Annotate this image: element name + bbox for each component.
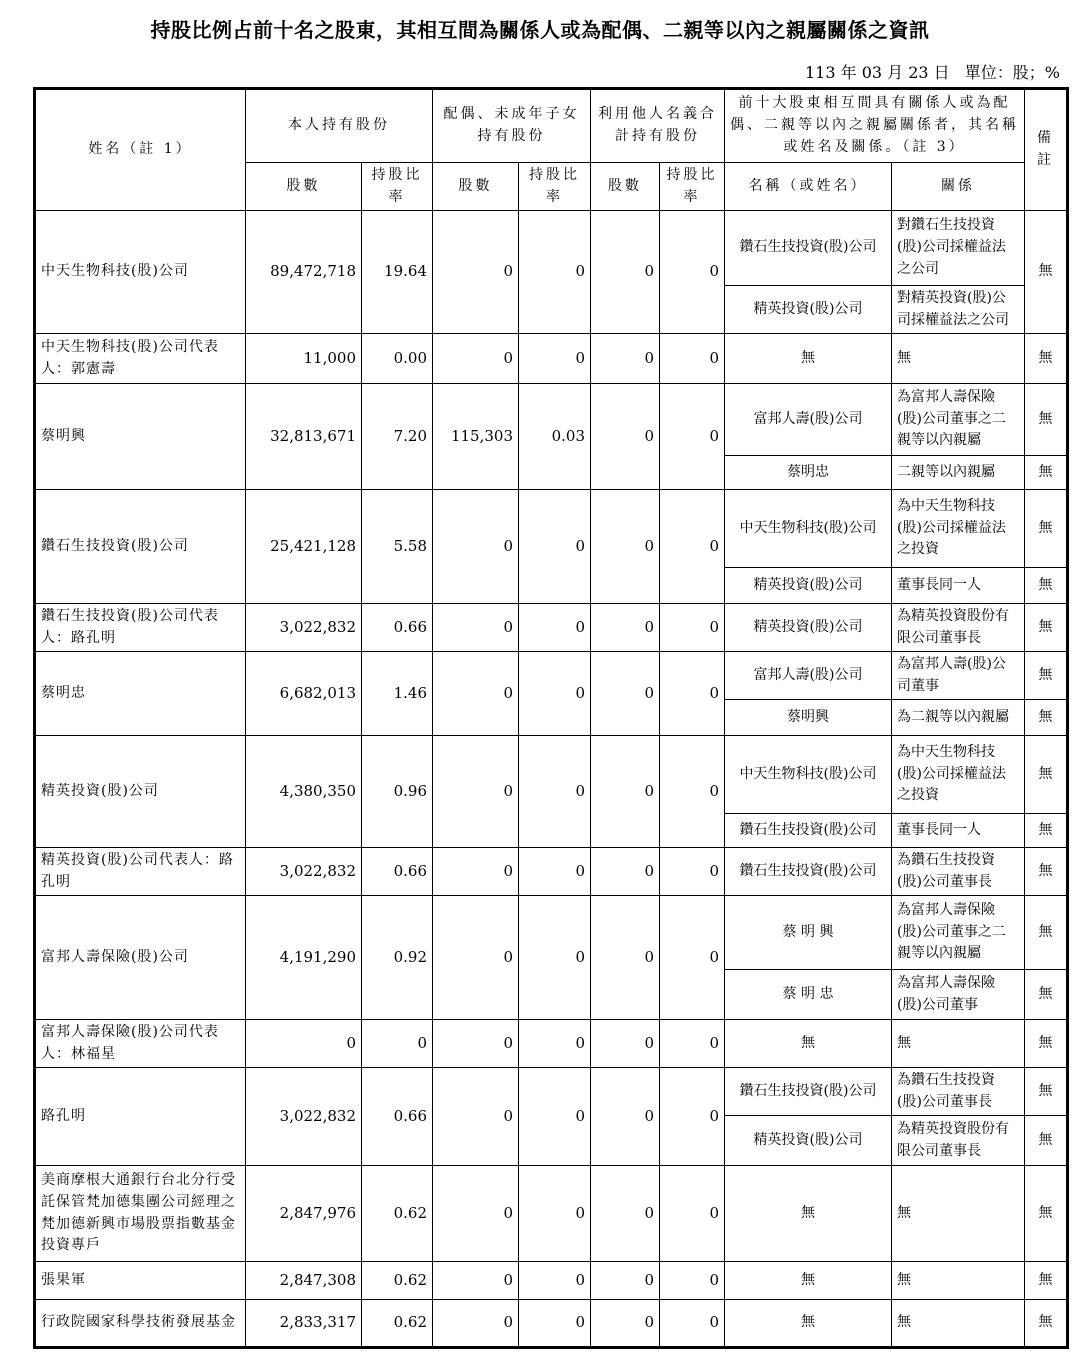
nominee-shares: 0 [591,1068,660,1166]
remark-cell: 無 [1025,1166,1068,1262]
own-shares: 0 [246,1020,362,1068]
related-party-name: 精英投資(股)公司 [725,568,892,604]
page-title: 持股比例占前十名之股東，其相互間為關係人或為配偶、二親等以內之親屬關係之資訊 [150,18,930,42]
related-party-name: 蔡明興 [725,700,892,736]
related-party-name: 無 [725,1300,892,1348]
unit-label: 單位：股；% [964,63,1060,82]
nominee-shares: 0 [591,652,660,736]
spouse-shares: 0 [433,1068,519,1166]
subheader-spouse-shares: 股數 [433,163,519,211]
nominee-shares: 0 [591,1020,660,1068]
remark-cell: 無 [1025,456,1068,490]
table-row [35,1020,1068,1068]
remark-cell: 無 [1025,736,1068,814]
nominee-ratio: 0 [660,1262,725,1300]
relationship: 對鑽石生技投資(股)公司採權益法之公司 [892,211,1025,286]
relationship: 無 [892,334,1025,384]
nominee-ratio: 0 [660,1300,725,1348]
own-shares: 3,022,832 [246,604,362,652]
own-ratio: 7.20 [362,384,433,490]
relationship: 董事長同一人 [892,814,1025,848]
spouse-shares: 0 [433,334,519,384]
relationship: 為富邦人壽(股)公司董事 [892,652,1025,700]
spouse-ratio: 0 [519,211,591,334]
related-party-name: 精英投資(股)公司 [725,604,892,652]
shareholder-name: 精英投資(股)公司 [35,736,246,848]
nominee-ratio: 0 [660,384,725,490]
nominee-shares: 0 [591,1300,660,1348]
own-shares: 32,813,671 [246,384,362,490]
shareholder-table [33,87,1069,1349]
spouse-ratio: 0 [519,1020,591,1068]
remark-cell: 無 [1025,652,1068,700]
remark-cell: 無 [1025,384,1068,456]
related-party-name: 鑽石生技投資(股)公司 [725,848,892,896]
spouse-ratio: 0 [519,604,591,652]
spouse-shares: 0 [433,652,519,736]
table-row [35,1068,1068,1116]
spouse-shares: 0 [433,1166,519,1262]
header-remark: 備註 [1025,89,1068,211]
nominee-ratio: 0 [660,652,725,736]
spouse-shares: 0 [433,211,519,334]
spouse-ratio: 0 [519,1300,591,1348]
related-party-name: 蔡明忠 [725,456,892,490]
report-date: 113 年 03 月 23 日 [804,63,950,82]
table-row [35,736,1068,814]
shareholder-name: 富邦人壽保險(股)公司 [35,896,246,1020]
own-shares: 25,421,128 [246,490,362,604]
subheader-nominee-shares: 股數 [591,163,660,211]
nominee-shares: 0 [591,211,660,334]
nominee-ratio: 0 [660,848,725,896]
subheader-relation: 關係 [892,163,1025,211]
shareholder-name: 蔡明興 [35,384,246,490]
subheader-nominee-ratio: 持股比率 [660,163,725,211]
relationship: 為精英投資股份有限公司董事長 [892,604,1025,652]
table-row [35,1262,1068,1300]
own-ratio: 19.64 [362,211,433,334]
nominee-ratio: 0 [660,1020,725,1068]
own-ratio: 0.62 [362,1262,433,1300]
spouse-shares: 0 [433,1300,519,1348]
own-shares: 4,191,290 [246,896,362,1020]
shareholder-name: 蔡明忠 [35,652,246,736]
relationship: 為鑽石生技投資(股)公司董事長 [892,848,1025,896]
nominee-ratio: 0 [660,1068,725,1166]
related-party-name: 無 [725,1020,892,1068]
relationship: 為富邦人壽保險(股)公司董事 [892,970,1025,1020]
subheader-own-ratio: 持股比率 [362,163,433,211]
own-ratio: 0.92 [362,896,433,1020]
remark-cell: 無 [1025,490,1068,568]
subheader-related-name: 名稱（或姓名） [725,163,892,211]
spouse-ratio: 0 [519,896,591,1020]
own-ratio: 0.62 [362,1300,433,1348]
header-spouse-shares: 配偶、未成年子女持有股份 [433,89,591,163]
nominee-shares: 0 [591,1166,660,1262]
relationship: 為鑽石生技投資(股)公司董事長 [892,1068,1025,1116]
nominee-ratio: 0 [660,896,725,1020]
header-own-shares: 本人持有股份 [246,89,433,163]
related-party-name: 鑽石生技投資(股)公司 [725,814,892,848]
own-ratio: 5.58 [362,490,433,604]
spouse-shares: 0 [433,490,519,604]
relationship: 無 [892,1300,1025,1348]
table-row [35,1300,1068,1348]
remark-cell: 無 [1025,211,1068,334]
related-party-name: 中天生物科技(股)公司 [725,490,892,568]
table-row [35,896,1068,970]
shareholder-name: 鑽石生技投資(股)公司代表人：路孔明 [35,604,246,652]
own-ratio: 1.46 [362,652,433,736]
spouse-shares: 0 [433,896,519,1020]
relationship: 無 [892,1262,1025,1300]
spouse-ratio: 0 [519,848,591,896]
nominee-shares: 0 [591,604,660,652]
table-row [35,334,1068,384]
own-ratio: 0.66 [362,1068,433,1166]
shareholder-name: 美商摩根大通銀行台北分行受託保管梵加德集團公司經理之梵加德新興市場股票指數基金投資專戶 [35,1166,246,1262]
nominee-shares: 0 [591,736,660,848]
nominee-ratio: 0 [660,334,725,384]
nominee-ratio: 0 [660,604,725,652]
subheader-own-shares: 股數 [246,163,362,211]
relationship: 董事長同一人 [892,568,1025,604]
relationship: 為精英投資股份有限公司董事長 [892,1116,1025,1166]
own-shares: 3,022,832 [246,1068,362,1166]
header-nominee-shares: 利用他人名義合計持有股份 [591,89,725,163]
spouse-ratio: 0 [519,490,591,604]
table-row [35,848,1068,896]
related-party-name: 富邦人壽(股)公司 [725,384,892,456]
own-shares: 89,472,718 [246,211,362,334]
date-unit-line [795,60,1060,83]
related-party-name: 精英投資(股)公司 [725,1116,892,1166]
related-party-name: 中天生物科技(股)公司 [725,736,892,814]
subheader-spouse-ratio: 持股比率 [519,163,591,211]
nominee-shares: 0 [591,334,660,384]
spouse-ratio: 0 [519,334,591,384]
own-shares: 11,000 [246,334,362,384]
shareholder-name: 張果軍 [35,1262,246,1300]
remark-cell: 無 [1025,1262,1068,1300]
shareholder-name: 鑽石生技投資(股)公司 [35,490,246,604]
nominee-shares: 0 [591,848,660,896]
own-ratio: 0.66 [362,604,433,652]
own-shares: 2,833,317 [246,1300,362,1348]
relationship: 為中天生物科技(股)公司採權益法之投資 [892,736,1025,814]
remark-cell: 無 [1025,1300,1068,1348]
table-row [35,604,1068,652]
spouse-ratio: 0 [519,1262,591,1300]
remark-cell: 無 [1025,1068,1068,1116]
remark-cell: 無 [1025,848,1068,896]
spouse-shares: 0 [433,1020,519,1068]
remark-cell: 無 [1025,1116,1068,1166]
shareholder-name: 精英投資(股)公司代表人：路孔明 [35,848,246,896]
own-ratio: 0.62 [362,1166,433,1262]
spouse-ratio: 0.03 [519,384,591,490]
relationship: 對精英投資(股)公司採權益法之公司 [892,286,1025,334]
nominee-shares: 0 [591,896,660,1020]
own-ratio: 0.00 [362,334,433,384]
table-row [35,211,1068,286]
header-related-parties: 前十大股東相互間具有關係人或為配偶、二親等以內之親屬關係者，其名稱或姓名及關係。（註 3） [725,89,1025,163]
relationship: 為富邦人壽保險(股)公司董事之二親等以內親屬 [892,384,1025,456]
remark-cell: 無 [1025,604,1068,652]
related-party-name: 蔡 明 興 [725,896,892,970]
nominee-ratio: 0 [660,736,725,848]
related-party-name: 無 [725,1166,892,1262]
remark-cell: 無 [1025,970,1068,1020]
related-party-name: 蔡 明 忠 [725,970,892,1020]
remark-cell: 無 [1025,1020,1068,1068]
spouse-shares: 0 [433,848,519,896]
spouse-ratio: 0 [519,736,591,848]
relationship: 二親等以內親屬 [892,456,1025,490]
nominee-shares: 0 [591,1262,660,1300]
spouse-shares: 0 [433,604,519,652]
relationship: 為中天生物科技(股)公司採權益法之投資 [892,490,1025,568]
shareholder-name: 中天生物科技(股)公司代表人：郭憲壽 [35,334,246,384]
spouse-shares: 0 [433,1262,519,1300]
nominee-ratio: 0 [660,211,725,334]
shareholder-name: 中天生物科技(股)公司 [35,211,246,334]
relationship: 無 [892,1020,1025,1068]
own-ratio: 0.96 [362,736,433,848]
remark-cell: 無 [1025,568,1068,604]
spouse-ratio: 0 [519,652,591,736]
relationship: 無 [892,1166,1025,1262]
own-shares: 6,682,013 [246,652,362,736]
spouse-shares: 0 [433,736,519,848]
spouse-ratio: 0 [519,1068,591,1166]
related-party-name: 精英投資(股)公司 [725,286,892,334]
nominee-ratio: 0 [660,1166,725,1262]
shareholder-name: 富邦人壽保險(股)公司代表人：林福星 [35,1020,246,1068]
own-shares: 2,847,976 [246,1166,362,1262]
table-row [35,384,1068,456]
own-ratio: 0.66 [362,848,433,896]
shareholder-name: 路孔明 [35,1068,246,1166]
remark-cell: 無 [1025,896,1068,970]
remark-cell: 無 [1025,814,1068,848]
relationship: 為富邦人壽保險(股)公司董事之二親等以內親屬 [892,896,1025,970]
remark-cell: 無 [1025,700,1068,736]
related-party-name: 鑽石生技投資(股)公司 [725,1068,892,1116]
own-shares: 4,380,350 [246,736,362,848]
spouse-ratio: 0 [519,1166,591,1262]
table-row [35,652,1068,700]
header-name: 姓名（註 1） [35,89,246,211]
shareholder-name: 行政院國家科學技術發展基金 [35,1300,246,1348]
remark-cell: 無 [1025,334,1068,384]
related-party-name: 鑽石生技投資(股)公司 [725,211,892,286]
table-row [35,490,1068,568]
nominee-shares: 0 [591,384,660,490]
nominee-shares: 0 [591,490,660,604]
related-party-name: 無 [725,1262,892,1300]
own-shares: 3,022,832 [246,848,362,896]
own-shares: 2,847,308 [246,1262,362,1300]
related-party-name: 無 [725,334,892,384]
table-row [35,1166,1068,1262]
relationship: 為二親等以內親屬 [892,700,1025,736]
spouse-shares: 115,303 [433,384,519,490]
own-ratio: 0 [362,1020,433,1068]
nominee-ratio: 0 [660,490,725,604]
related-party-name: 富邦人壽(股)公司 [725,652,892,700]
